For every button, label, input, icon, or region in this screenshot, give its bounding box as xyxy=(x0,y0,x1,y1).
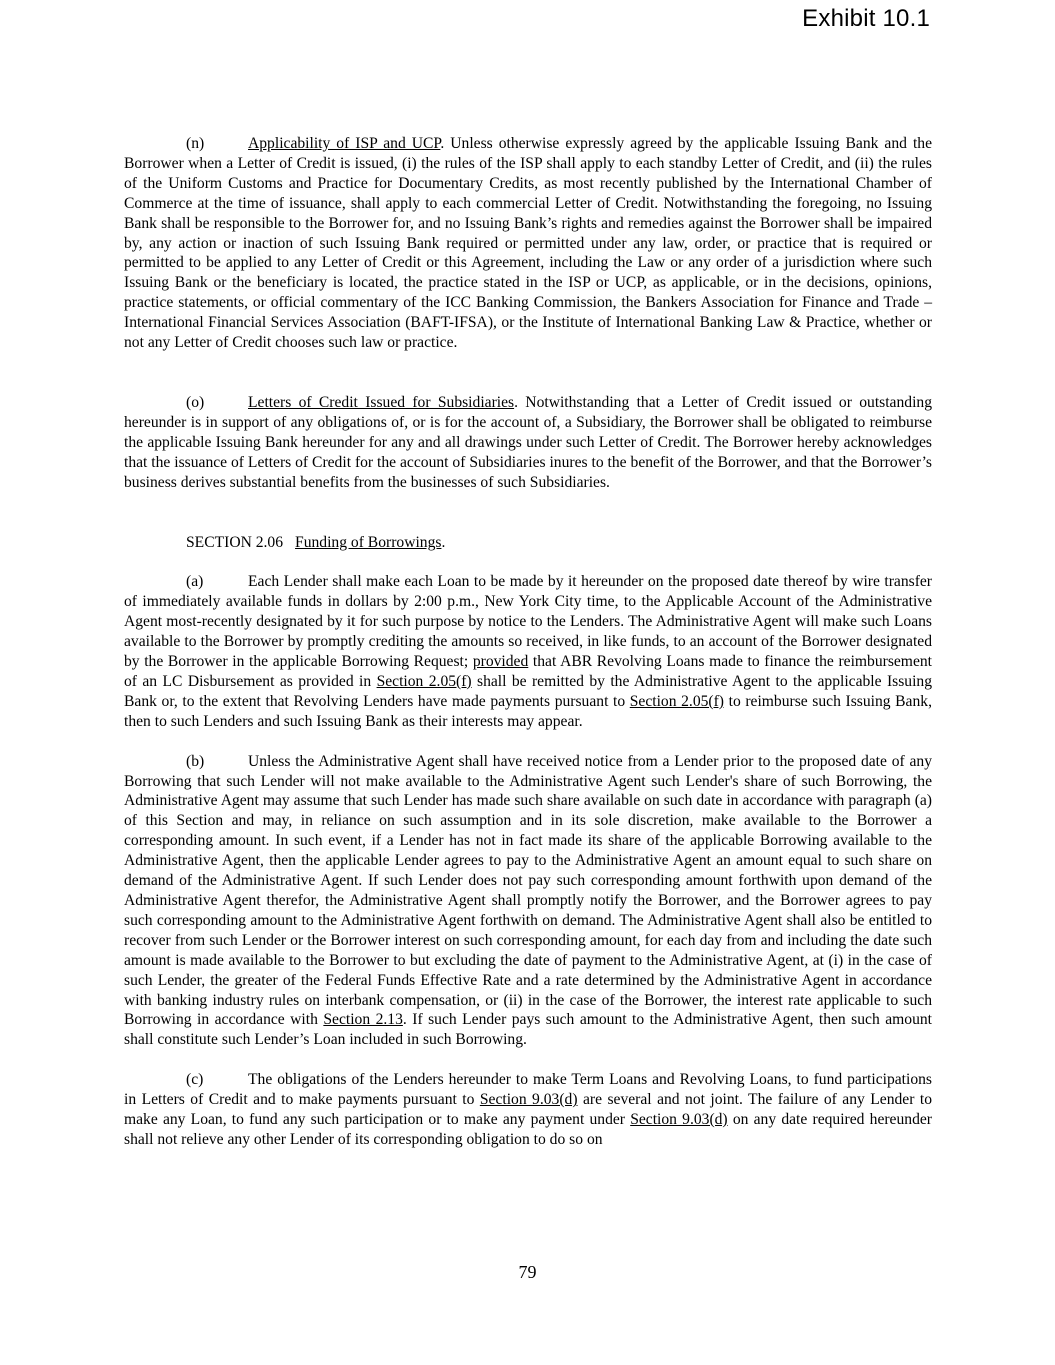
paragraph-text: Unless the Administrative Agent shall have received notice from a Lender prior to the proposed date of any Borrowing that such Lender will not make available to the Administrative Agent such Lender's share of such Borrowing, the Administrative Agent may assume that such Lender has made such share available on such date in accordance with paragraph (a) of this Section and may, in reliance on such assumption and in its sole discretion, make available to the Borrower a corresponding amount. In such event, if a Lender has not in fact made its share of the applicable Borrowing available to the Administrative Agent, then the applicable Lender agrees to pay to the Administrative Agent an amount equal to such share on demand of the Administrative Agent. If such Lender does not pay such corresponding amount forthwith upon demand of the Administrative Agent therefor, the Administrative Agent shall promptly notify the Borrower, and the Borrower agrees to pay such corresponding amount to the Administrative Agent forthwith on demand. The Administrative Agent shall also be entitled to recover from such Lender or the Borrower interest on such corresponding amount, for each day from and including the date such amount is made available to the Borrower to but excluding the date of payment to the Administrative Agent, at (i) in the case of such Lender, the greater of the Federal Funds Effective Rate and a rate determined by the Administrative Agent in accordance with banking industry rules on interbank compensation, or (ii) in the case of the Borrower, the interest rate applicable to such Borrowing in accordance with xyxy=(124,752,932,1029)
paragraph-text: are several and not joint. The failure of any Lender to make any Loan, to fund any such participation or to make any payment under xyxy=(124,1091,932,1129)
section-heading xyxy=(124,533,932,553)
paragraph-o xyxy=(124,393,932,493)
section-reference: Section 2.05(f) xyxy=(629,692,724,710)
paragraph-text: Each Lender shall make each Loan to be made by it hereunder on the proposed date thereof by wire transfer of immediately available funds in dollars by 2:00 p.m., New York City time, to the Applicable Account of the Administrative Agent most-recently designated by it for such purpose by notice to the Lenders. The Administrative Agent will make such Loans available to the Borrower by promptly crediting the amounts so received, in like funds, to an account of the Borrower designated by the Borrower in the applicable Borrowing Request; xyxy=(124,573,932,671)
paragraph-text: . Notwithstanding that a Letter of Credit issued or outstanding hereunder is in support of any obligations of, or is for the account of, a Subsidiary, the Borrower shall be obligated to reimburse the applicable Issuing Bank hereunder for any and all drawings under such Letter of Credit. The Borrower hereby acknowledges that the issuance of Letters of Credit for the account of Subsidiaries inures to the benefit of the Borrower, and that the Borrower’s business derives substantial benefits from the businesses of such Subsidiaries. xyxy=(124,393,932,491)
section-reference: Section 9.03(d) xyxy=(630,1111,728,1129)
section-title-suffix: . xyxy=(441,533,446,551)
paragraph-text: to reimburse such Issuing Bank, then to such Lenders and such Issuing Bank as their interests may appear. xyxy=(124,692,932,730)
section-reference: Section 9.03(d) xyxy=(479,1091,578,1109)
section-reference: Section 2.05(f) xyxy=(376,672,472,690)
exhibit-label: Exhibit 10.1 xyxy=(802,5,930,32)
paragraph-tag: (b) xyxy=(186,752,205,770)
paragraph-text: that ABR Revolving Loans made to finance the reimbursement of an LC Disbursement as provided in xyxy=(124,653,932,690)
page-number: 79 xyxy=(518,1262,537,1282)
provided-term: provided xyxy=(472,653,529,671)
paragraph-tag: (a) xyxy=(186,573,204,591)
paragraph-tag: (c) xyxy=(186,1071,204,1089)
paragraph-text: shall be remitted by the Administrative Agent to the applicable Issuing Bank or, to the extent that Revolving Lenders have made payments pursuant to xyxy=(124,672,932,710)
paragraph-text: on any date required hereunder shall not relieve any other Lender of its corresponding obligation to do so on xyxy=(124,1111,932,1148)
paragraph-text: . Unless otherwise expressly agreed by the applicable Issuing Bank and the Borrower when a Letter of Credit is issued, (i) the rules of the ISP shall apply to each standby Letter of Credit, and (ii) the rules of the Uniform Customs and Practice for Documentary Credits, as most recently published by the International Chamber of Commerce at the time of issuance, shall apply to each commercial Letter of Credit. Notwithstanding the foregoing, no Issuing Bank shall be responsible to the Borrower for, and no Issuing Bank’s rights and remedies against the Borrower shall be impaired by, any action or inaction of such Issuing Bank required or permitted under any law, order, or practice that is required or permitted to be applied to any Letter of Credit or this Agreement, including the Law or any order of a jurisdiction where such Issuing Bank or the beneficiary is located, the practice stated in the ISP or UCP, as applicable, or in the decisions, opinions, practice statements, or official commentary of the ICC Banking Commission, the Bankers Association for Finance and Trade – International Financial Services Association (BAFT-IFSA), or the Institute of International Banking Law & Practice, whether or not any Letter of Credit chooses such law or practice. xyxy=(124,135,932,352)
paragraph-tag: (o) xyxy=(186,393,205,411)
paragraph-text: The obligations of the Lenders hereunder to make Term Loans and Revolving Loans, to fund participations in Letters of Credit and to make payments pursuant to xyxy=(124,1071,932,1109)
paragraph-heading: Applicability of ISP and UCP xyxy=(248,135,441,152)
section-reference: Section 2.13 xyxy=(323,1011,403,1029)
paragraph-text: . If such Lender pays such amount to the Administrative Agent, then such amount shall constitute such Lender’s Loan included in such Borrowing. xyxy=(124,1011,932,1049)
section-title: Funding of Borrowings xyxy=(295,533,442,551)
paragraph-a xyxy=(124,572,932,731)
document-body xyxy=(124,134,932,1150)
paragraph-heading: Letters of Credit Issued for Subsidiaries xyxy=(248,393,515,411)
paragraph-b xyxy=(124,752,932,1051)
paragraph-c xyxy=(124,1070,932,1150)
paragraph-tag: (n) xyxy=(186,135,205,152)
paragraph-n xyxy=(124,134,932,353)
section-number: SECTION 2.06 xyxy=(186,533,284,551)
